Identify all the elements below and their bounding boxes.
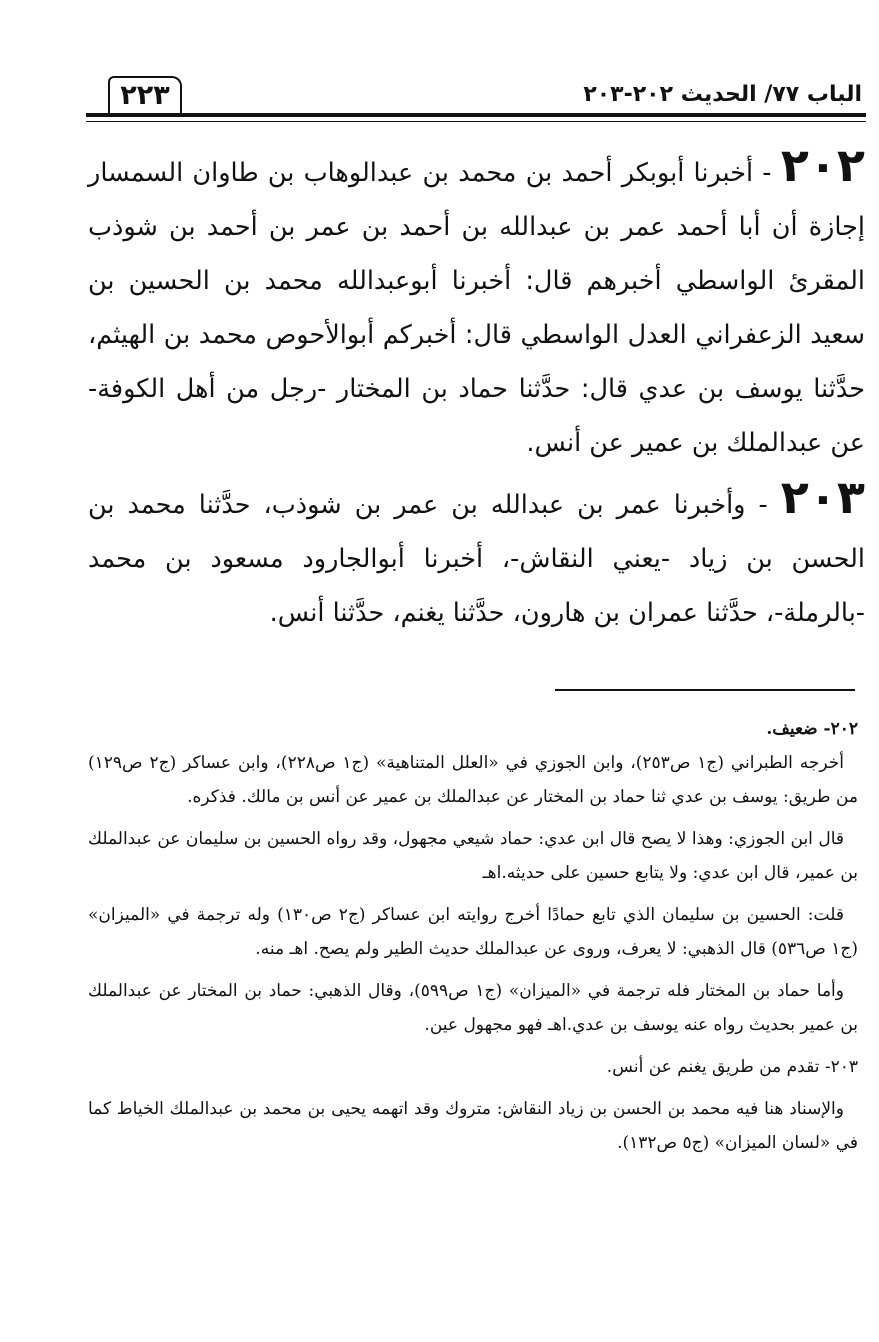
footnote-202-grade: ٢٠٢- ضعيف. (766, 719, 858, 739)
chapter-heading: الباب ٧٧/ الحديث ٢٠٢-٢٠٣ (583, 82, 862, 107)
footnote-paragraph: والإسناد هنا فيه محمد بن الحسن بن زياد النقاش: متروك وقد اتهمه يحيى بن محمد بن عبدالملك الخياط كما في «لسان الميزان» (ج٥ ص١٣٢). (88, 1099, 858, 1153)
running-header (86, 72, 866, 128)
footnote-paragraph: أخرجه الطبراني (ج١ ص٢٥٣)، وابن الجوزي في «العلل المتناهية» (ج١ ص٢٢٨)، وابن عساكر (ج٢ ص١٢٩) من طريق: يوسف بن عدي ثنا حماد بن المختار عن عبدالملك بن عمير عن أنس بن مالك. فذكره. (88, 753, 858, 807)
hadith-202 (88, 138, 865, 470)
hadith-203 (88, 470, 865, 640)
footnotes (88, 712, 858, 1160)
hadith-text: - أخبرنا أبوبكر أحمد بن محمد بن عبدالوهاب بن طاوان السمسار إجازة أن أبا أحمد عمر بن عبدالله بن أحمد بن عمر بن أحمد بن شوذب المقرئ الواسطي أخبرهم قال: أخبرنا أبوعبدالله محمد بن الحسين بن سعيد الزعفراني العدل الواسطي قال: أخبركم أبوالأحوص محمد بن الهيثم، حدَّثنا يوسف بن عدي قال: حدَّثنا حماد بن المختار -رجل من أهل الكوفة- عن عبدالملك بن عمير عن أنس. (88, 158, 865, 458)
main-text (88, 138, 865, 640)
hadith-number: ٢٠٣ (780, 470, 865, 524)
header-rule-thin (86, 121, 866, 122)
footnote-paragraph: قال ابن الجوزي: وهذا لا يصح قال ابن عدي: حماد شيعي مجهول، وقد رواه الحسين بن سليمان عن عبدالملك بن عمير، قال ابن عدي: ولا يتابع حسين على حديثه.اهـ (88, 829, 858, 883)
footnote-separator (555, 689, 855, 691)
hadith-text: - وأخبرنا عمر بن عبدالله بن عمر بن شوذب، حدَّثنا محمد بن الحسن بن زياد -يعني النقاش-، أخبرنا أبوالجارود مسعود بن محمد -بالرملة-، حدَّثنا عمران بن هارون، حدَّثنا يغنم، حدَّثنا أنس. (88, 490, 865, 628)
page-number: ٢٢٣ (108, 76, 182, 114)
footnote-203-note: ٢٠٣- تقدم من طريق يغنم عن أنس. (606, 1057, 858, 1077)
hadith-number: ٢٠٢ (780, 138, 865, 192)
footnote-paragraph: قلت: الحسين بن سليمان الذي تابع حمادًا أخرج روايته ابن عساكر (ج٢ ص١٣٠) وله ترجمة في «الميزان» (ج١ ص٥٣٦) قال الذهبي: لا يعرف، وروى عن عبدالملك حديث الطير ولم يصح. اهـ منه. (88, 905, 858, 959)
header-rule-thick (86, 113, 866, 117)
footnote-paragraph: وأما حماد بن المختار فله ترجمة في «الميزان» (ج١ ص٥٩٩)، وقال الذهبي: حماد بن المختار عن عبدالملك بن عمير بحديث رواه عنه يوسف بن عدي.اهـ فهو مجهول عين. (88, 981, 858, 1035)
